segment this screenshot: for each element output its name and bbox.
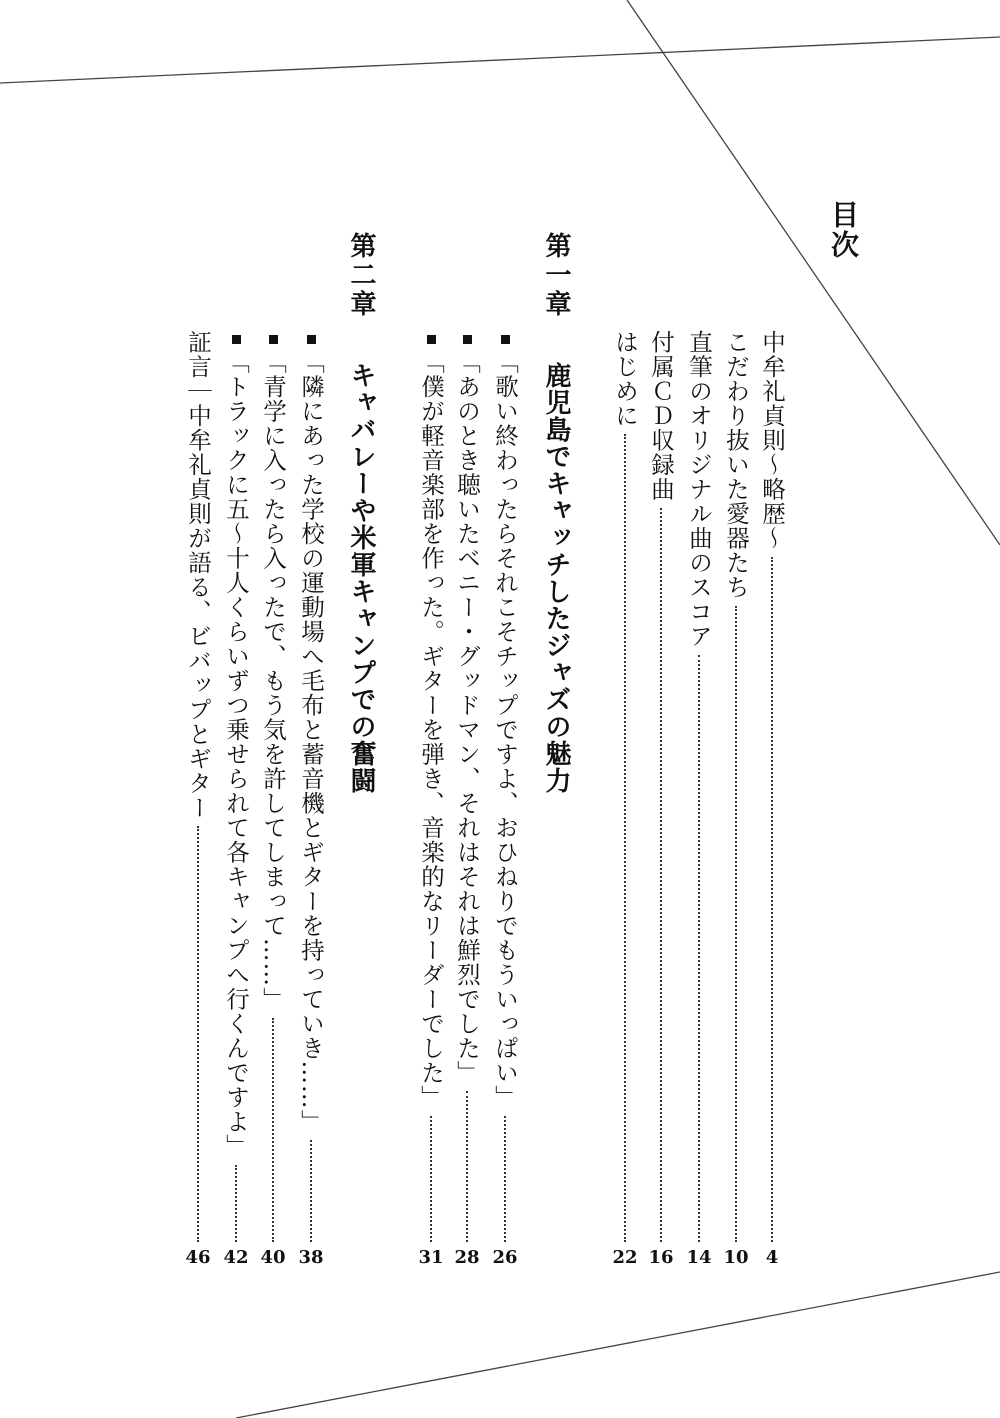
toc-entry-cd-tracks[interactable] — [646, 330, 676, 1270]
dot-leader — [272, 1018, 274, 1243]
dot-leader — [660, 508, 662, 1243]
chapter-title: キャバレーや米軍キャンプでの奮闘 — [346, 362, 376, 795]
page-number: 46 — [185, 1247, 211, 1268]
chapter-1-heading[interactable] — [533, 232, 573, 795]
dot-leader — [771, 557, 773, 1243]
dot-leader — [624, 434, 626, 1242]
toc-entry-text: 「トラックに五〜十人くらいずつ乗せられて各キャンプへ行くんですよ」 — [222, 350, 250, 1159]
toc-entry-text: 証言｜中牟礼貞則が語る、ビバップとギター — [184, 330, 212, 820]
toc-entry-text: 「あのとき聴いたベニー・グッドマン、それはそれは鮮烈でした」 — [453, 350, 481, 1085]
square-bullet-icon — [232, 335, 241, 344]
chapter-number: 第二章 — [346, 232, 376, 319]
right-diagonal-line — [627, 0, 1000, 545]
page-number: 4 — [765, 1247, 779, 1268]
dot-leader — [430, 1116, 432, 1243]
page-number: 28 — [454, 1247, 480, 1268]
page-number: 40 — [260, 1247, 286, 1268]
chapter-title: 鹿児島でキャッチしたジャズの魅力 — [541, 362, 571, 795]
toc-entry-text: 「歌い終わったらそれこそチップですよ、おひねりでもういっぱい」 — [491, 350, 519, 1110]
page-number: 22 — [612, 1247, 638, 1268]
dot-leader — [698, 655, 700, 1243]
toc-entry-testimony[interactable] — [183, 330, 213, 1270]
square-bullet-icon — [501, 335, 510, 344]
toc-entry-chapter1-3[interactable] — [416, 330, 446, 1270]
toc-entry-text: こだわり抜いた愛器たち — [722, 330, 750, 600]
toc-entry-text: 中牟礼貞則〜略歴〜 — [758, 330, 786, 551]
square-bullet-icon — [427, 335, 436, 344]
toc-entry-introduction[interactable] — [610, 330, 640, 1270]
dot-leader — [235, 1165, 237, 1243]
page-number: 14 — [686, 1247, 712, 1268]
toc-entry-text: 直筆のオリジナル曲のスコア — [685, 330, 713, 649]
toc-title: 目次 — [827, 200, 860, 260]
dot-leader — [466, 1091, 468, 1242]
toc-entry-text: はじめに — [611, 330, 639, 428]
square-bullet-icon — [307, 335, 316, 344]
dot-leader — [504, 1116, 506, 1243]
toc-entry-chapter2-2[interactable] — [258, 330, 288, 1270]
page-number: 31 — [418, 1247, 444, 1268]
toc-entry-chapter2-3[interactable] — [221, 330, 251, 1270]
page-number: 42 — [223, 1247, 249, 1268]
page-number: 10 — [723, 1247, 749, 1268]
toc-entry-biography[interactable] — [757, 330, 787, 1270]
dot-leader — [197, 826, 199, 1242]
square-bullet-icon — [463, 335, 472, 344]
toc-entry-chapter1-2[interactable] — [452, 330, 482, 1270]
toc-entry-text: 「隣にあった学校の運動場へ毛布と蓄音機とギターを持っていき……」 — [297, 350, 325, 1134]
chapter-2-heading[interactable] — [338, 232, 378, 795]
toc-entry-text: 「僕が軽音楽部を作った。ギターを弾き、音楽的なリーダーでした」 — [417, 350, 445, 1110]
bottom-diagonal-line — [236, 1272, 1000, 1418]
page-number: 16 — [648, 1247, 674, 1268]
page-number: 38 — [298, 1247, 324, 1268]
chapter-number: 第一章 — [541, 232, 571, 319]
toc-entry-text: 「青学に入ったら入ったで、もう気を許してしまって……」 — [259, 350, 287, 1012]
toc-entry-guitars[interactable] — [721, 330, 751, 1270]
toc-entry-scores[interactable] — [684, 330, 714, 1270]
page-number: 26 — [492, 1247, 518, 1268]
toc-entry-chapter2-1[interactable] — [296, 330, 326, 1270]
toc-entry-text: 付属ＣＤ収録曲 — [647, 330, 675, 502]
square-bullet-icon — [269, 335, 278, 344]
top-diagonal-line — [0, 37, 1000, 83]
toc-entry-chapter1-1[interactable] — [490, 330, 520, 1270]
dot-leader — [735, 606, 737, 1243]
dot-leader — [310, 1140, 312, 1242]
